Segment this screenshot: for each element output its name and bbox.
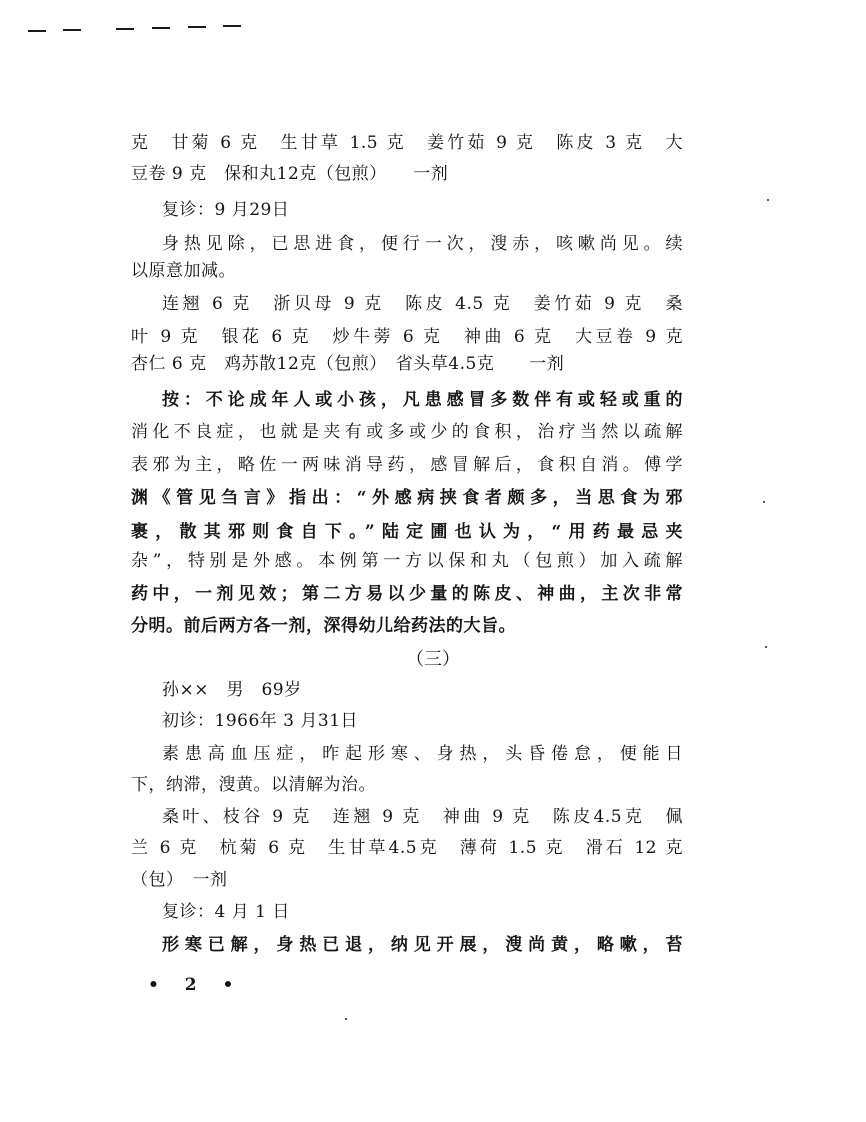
text-line: 克 甘菊 6 克 生甘草 1.5 克 姜竹茹 9 克 陈皮 3 克 大: [131, 133, 683, 153]
prescription-line: 连翘 6 克 浙贝母 9 克 陈皮 4.5 克 姜竹茹 9 克 桑: [162, 294, 683, 314]
follow-up-date: 复诊：9 月29日: [162, 200, 290, 220]
header-mark: [223, 25, 241, 27]
text-line: 豆卷 9 克 保和丸12克（包煎） 一剂: [131, 164, 449, 184]
text-line: 素患高血压症，昨起形寒、身热，头昏倦怠，便能日: [162, 744, 683, 764]
text-line: 形寒已解，身热已退，纳见开展，溲尚黄，略嗽，苔: [162, 935, 683, 955]
prescription-line: 杏仁 6 克 鸡苏散12克（包煎） 省头草4.5克 一剂: [131, 354, 565, 374]
commentary-line: 裹，散其邪则食自下。”陆定圃也认为，“用药最忌夹: [131, 522, 683, 542]
prescription-line: 兰 6 克 杭菊 6 克 生甘草4.5克 薄荷 1.5 克 滑石 12 克: [131, 838, 683, 858]
scan-speck: [763, 501, 765, 503]
commentary-line: 表邪为主，略佐一两味消导药，感冒解后，食积自消。傅学: [131, 455, 683, 475]
scan-speck: [767, 199, 769, 201]
commentary-line: 渊《管见刍言》指出：“外感病挟食者颇多，当思食为邪: [131, 488, 683, 508]
header-mark: [63, 29, 81, 31]
prescription-line: （包） 一剂: [131, 870, 228, 890]
page-number: • 2 •: [148, 975, 244, 995]
header-mark: [188, 26, 206, 28]
section-heading: （三）: [406, 649, 460, 670]
text-line: 身热见除，已思进食，便行一次，溲赤，咳嗽尚见。续: [162, 234, 683, 254]
prescription-line: 桑叶、枝谷 9 克 连翘 9 克 神曲 9 克 陈皮4.5克 佩: [162, 807, 683, 827]
scan-speck: [345, 1018, 347, 1020]
follow-up-date: 复诊：4 月 1 日: [162, 902, 290, 922]
prescription-line: 叶 9 克 银花 6 克 炒牛蒡 6 克 神曲 6 克 大豆卷 9 克: [131, 327, 683, 347]
commentary-line: 消化不良症，也就是夹有或多或少的食积，治疗当然以疏解: [131, 422, 683, 442]
header-mark: [116, 28, 134, 30]
first-visit-date: 初诊：1966年 3 月31日: [162, 711, 359, 731]
scan-speck: [765, 646, 767, 648]
text-line: 下，纳滞，溲黄。以清解为治。: [131, 775, 376, 795]
commentary-line: 药中，一剂见效；第二方易以少量的陈皮、神曲，主次非常: [131, 584, 683, 604]
commentary-line: 分明。前后两方各一剂，深得幼儿给药法的大旨。: [131, 616, 516, 636]
patient-info: 孙×× 男 69岁: [162, 680, 302, 700]
header-mark: [28, 30, 46, 32]
commentary-line: 按：不论成年人或小孩，凡患感冒多数伴有或轻或重的: [162, 390, 683, 410]
text-line: 以原意加减。: [131, 261, 236, 281]
commentary-line: 杂”，特别是外感。本例第一方以保和丸（包煎）加入疏解: [131, 551, 683, 571]
header-mark: [152, 27, 170, 29]
